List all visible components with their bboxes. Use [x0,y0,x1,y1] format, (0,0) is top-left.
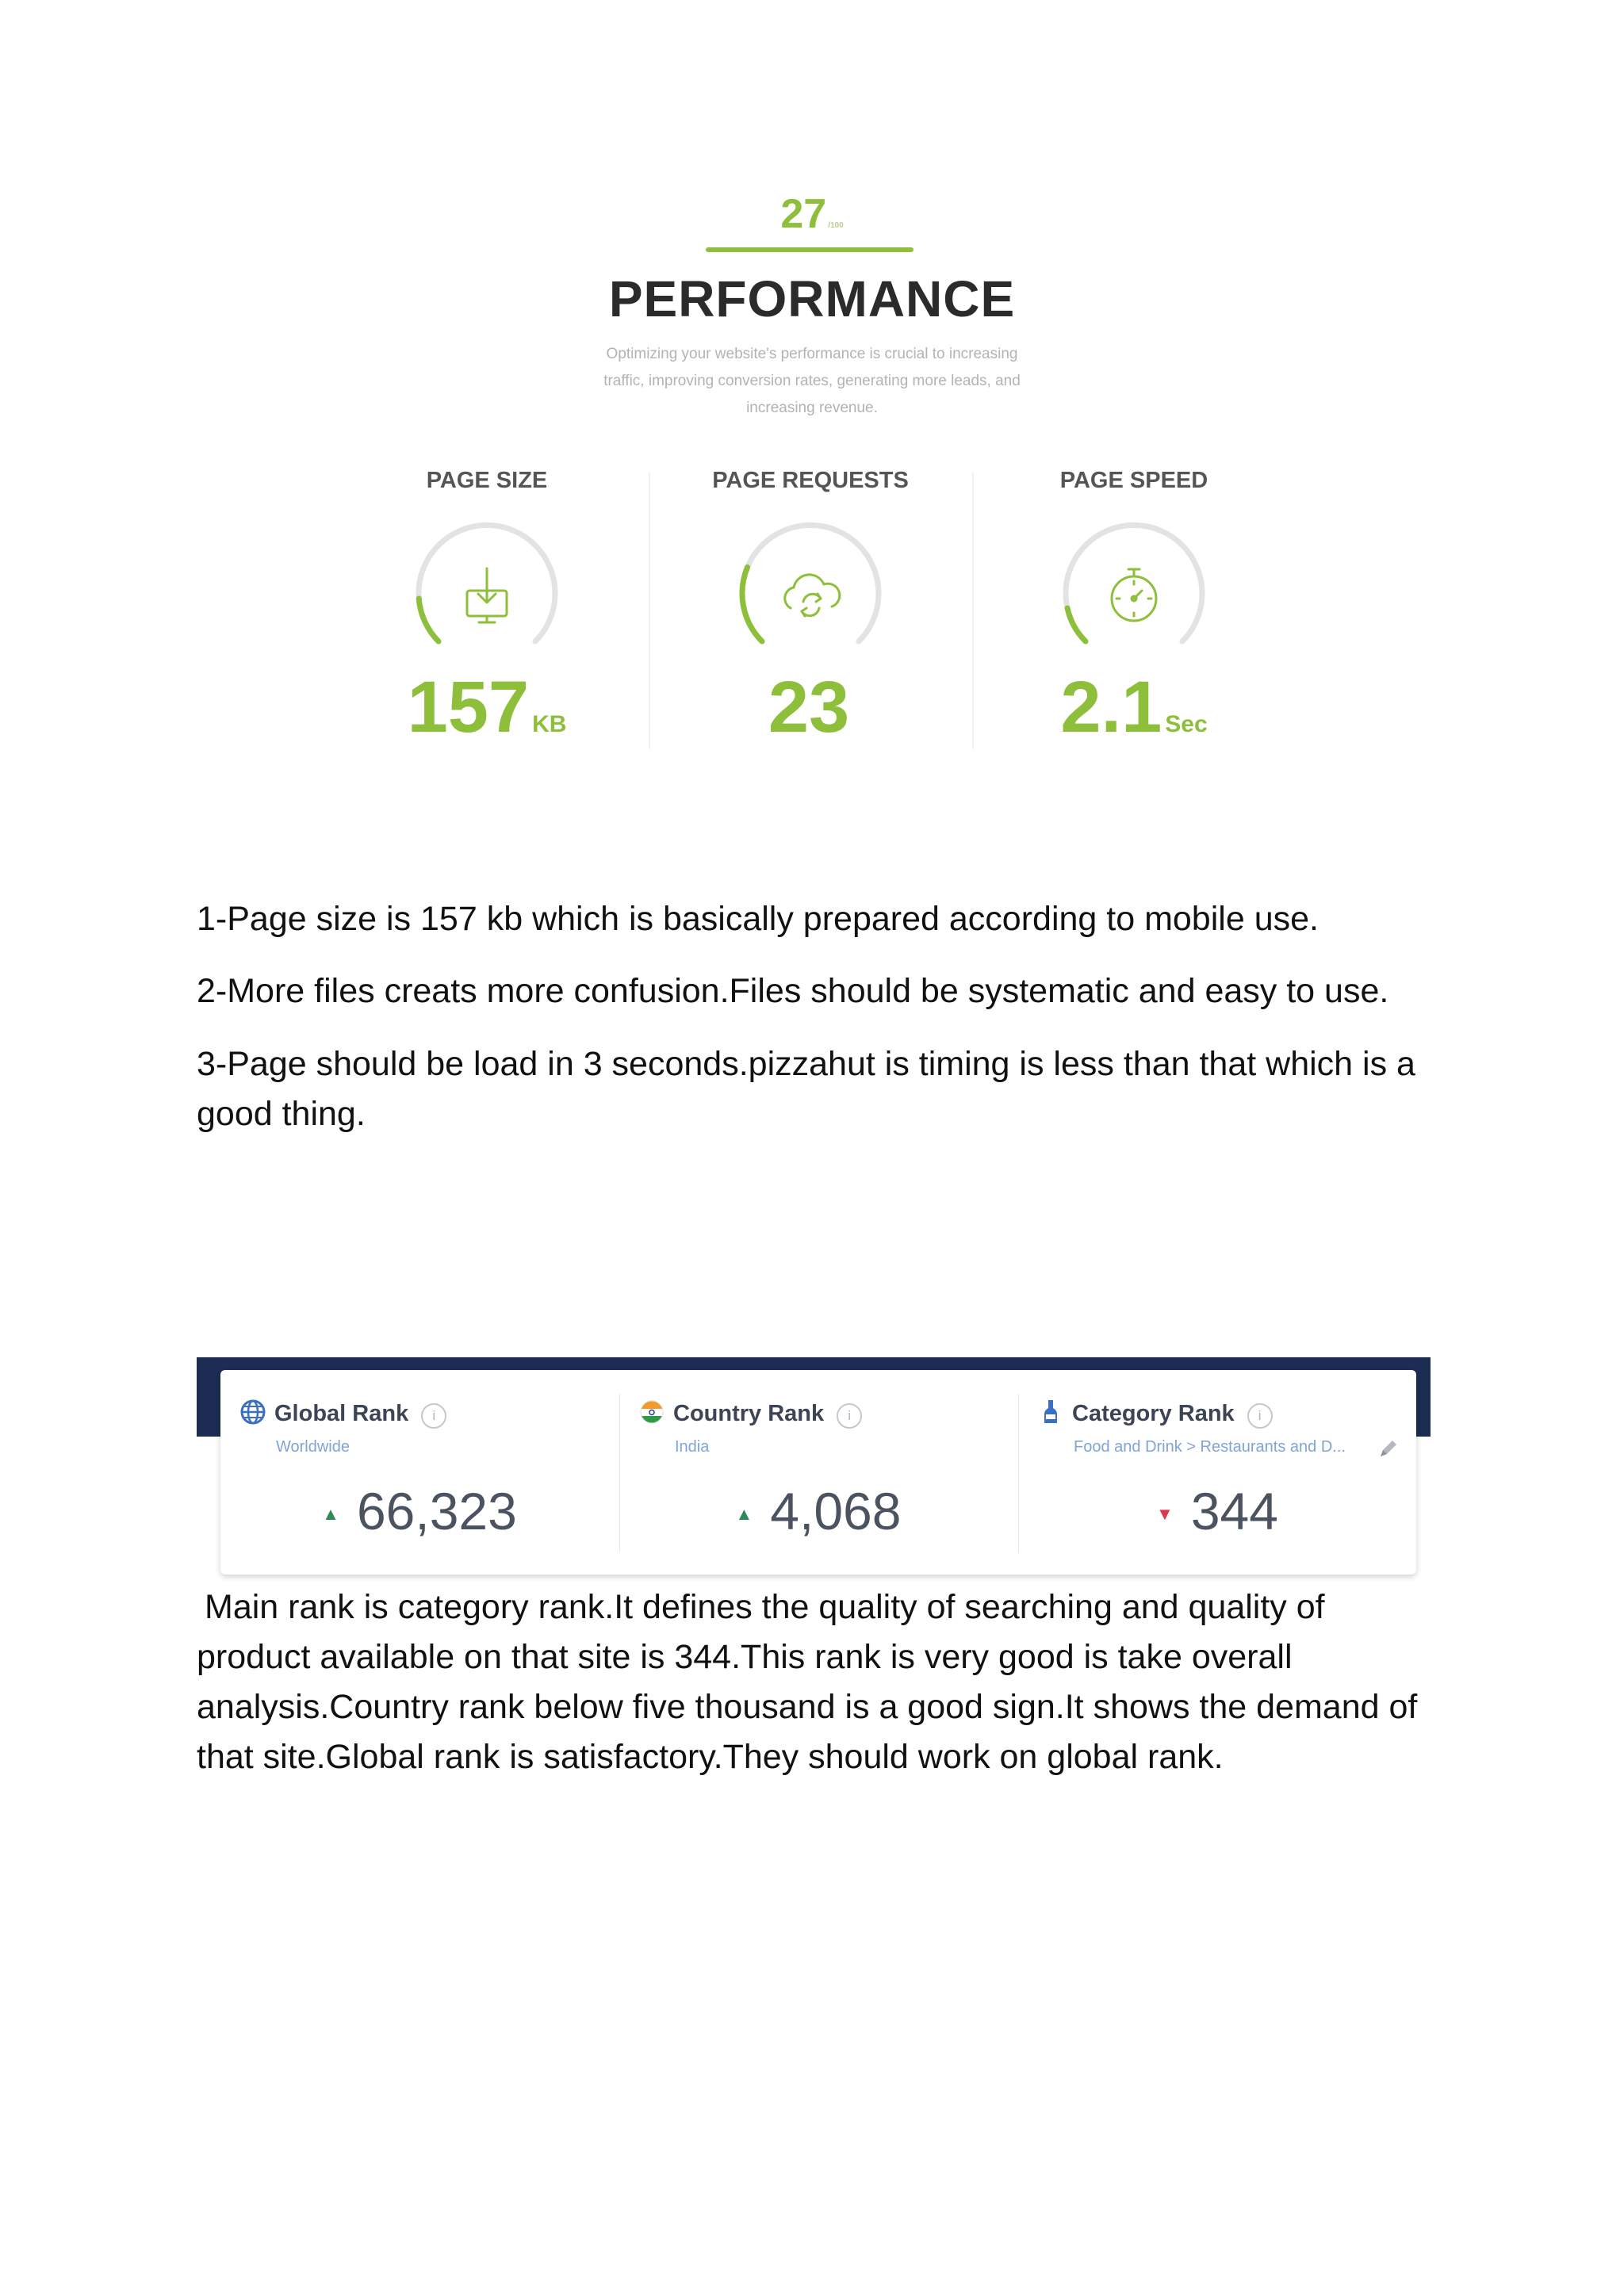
india-flag-icon [638,1399,665,1425]
category-rank-scope[interactable]: Food and Drink > Restaurants and D... [1074,1438,1346,1456]
note-2: 2-More files creats more confusion.Files should be systematic and easy to use. [197,972,1389,1010]
metric-label: PAGE SIZE [426,468,548,493]
cloud-sync-icon [785,575,840,616]
metric-page-requests [691,468,929,753]
stopwatch-icon [1112,569,1156,621]
performance-panel [349,159,1275,793]
category-rank-value: 344 [1190,1482,1278,1540]
category-rank [1018,1370,1416,1575]
score-unit: /100 [828,221,844,230]
info-icon[interactable]: i [421,1403,446,1429]
metric-label: PAGE SPEED [1059,468,1208,493]
page-speed-unit: Sec [1165,711,1208,737]
info-icon[interactable]: i [837,1403,862,1429]
rank-card [220,1370,1416,1575]
rank-panel [197,1357,1431,1576]
performance-description: Optimizing your website's performance is crucial to increasing traffic, improving conversion rates, generating more leads, and increasing revenue. [603,346,1021,416]
divider [649,472,650,749]
divider [972,472,974,749]
rank-analysis: Main rank is category rank.It defines the quality of searching and quality of product available on that site is 344.This rank is very good is take overall analysis.Country rank below five thousand is a good sign.It shows the demand of that site.Global rank is satisfactory.They should work on global rank. [197,1588,1418,1776]
page-speed-value: 2.1 [1060,667,1162,748]
performance-title: PERFORMANCE [608,270,1016,327]
page-speed-gauge [1059,519,1209,670]
metric-label: PAGE REQUESTS [712,468,909,493]
globe-icon [239,1399,266,1425]
page-size-value: 157 [407,667,530,748]
metric-value [1015,666,1253,749]
country-rank [619,1370,1017,1575]
page-size-unit: KB [532,711,567,737]
score-bar [706,247,914,252]
global-rank-title: Global Rank [274,1401,409,1426]
trend-up-icon: ▲ [735,1504,753,1524]
global-rank-value-row [220,1481,619,1541]
global-rank-scope: Worldwide [276,1438,350,1456]
metric-value [691,666,929,749]
edit-pencil-icon[interactable] [1377,1437,1400,1460]
note-3: 3-Page should be load in 3 seconds.pizzahut is timing is less than that which is a good thing. [197,1045,1415,1133]
trend-down-icon: ▼ [1156,1504,1174,1524]
metric-value [368,666,606,749]
country-rank-value: 4,068 [770,1482,902,1540]
bottle-icon [1037,1399,1064,1425]
metric-page-size [368,468,606,753]
performance-score [349,190,1275,238]
country-rank-header [638,1399,862,1429]
score-value: 27 [780,191,827,237]
global-rank-header [239,1399,446,1429]
country-rank-scope: India [675,1438,710,1456]
country-rank-title: Country Rank [673,1401,825,1426]
info-icon[interactable]: i [1247,1403,1273,1429]
note-1: 1-Page size is 157 kb which is basically prepared according to mobile use. [197,900,1319,938]
page-size-gauge [412,519,562,670]
category-rank-title: Category Rank [1072,1401,1235,1426]
country-rank-value-row [619,1481,1017,1541]
download-monitor-icon [467,568,507,622]
page-requests-value: 23 [768,667,850,748]
page-requests-gauge [735,519,886,670]
category-rank-value-row [1018,1481,1416,1541]
category-rank-header [1037,1399,1273,1429]
metric-page-speed [1015,468,1253,753]
global-rank [220,1370,619,1575]
trend-up-icon: ▲ [322,1504,339,1524]
global-rank-value: 66,323 [356,1482,517,1540]
